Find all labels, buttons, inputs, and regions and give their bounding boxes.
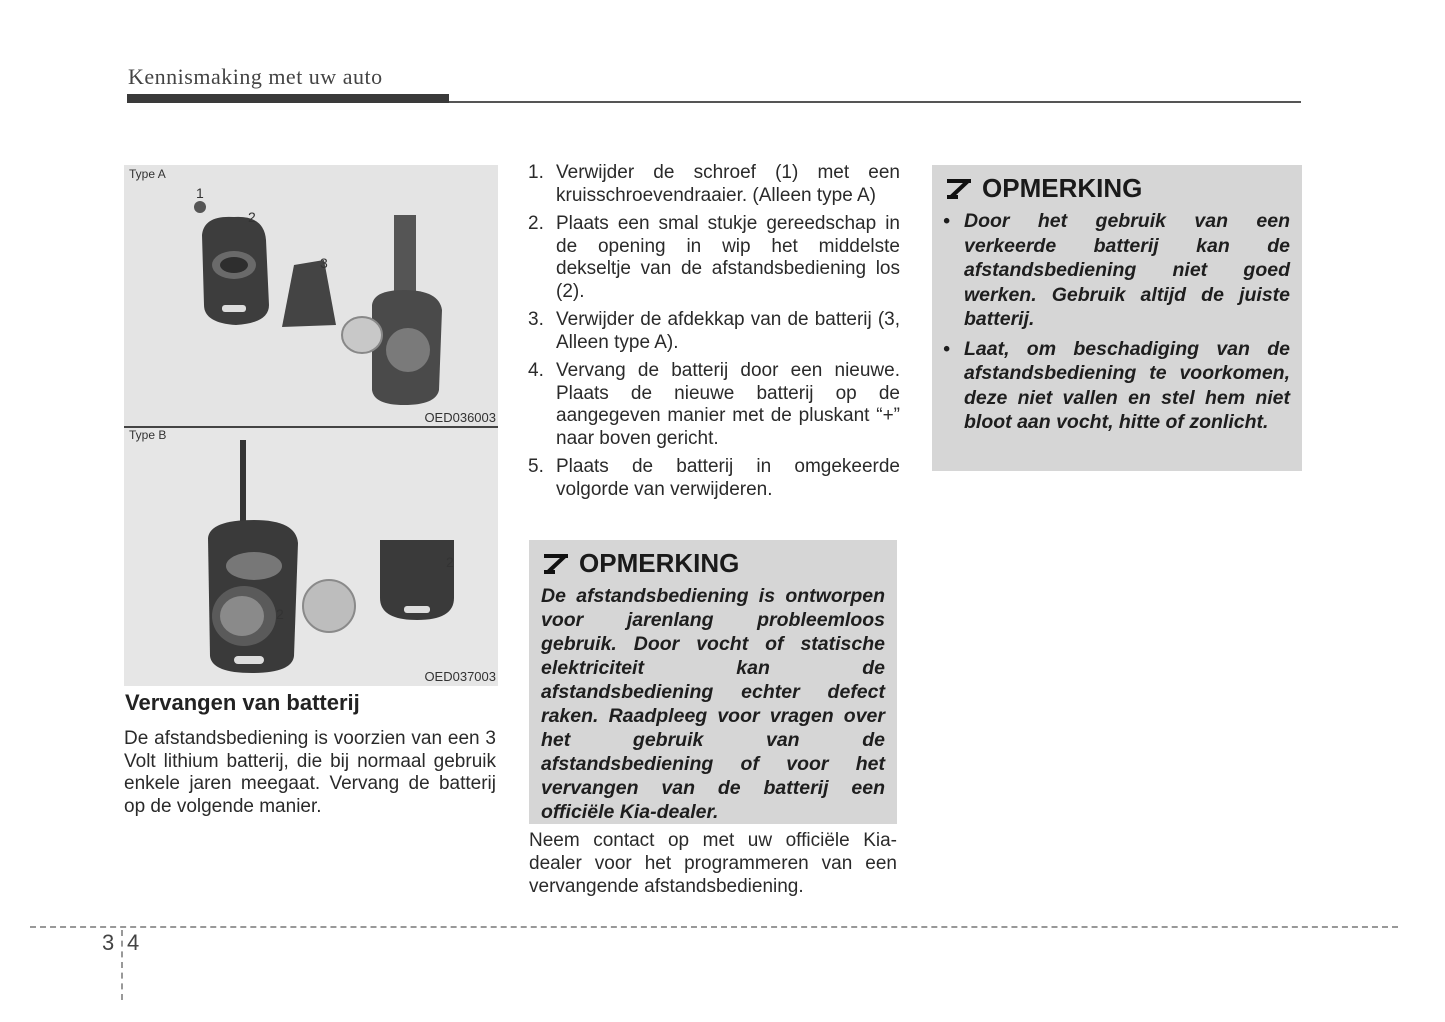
section-paragraph: De afstandsbediening is voorzien van een 3 Volt lithium batterij, die bij normaal gebruik enkele jaren meegaat. Vervang de batterij op de volgende manier. [124, 728, 496, 817]
figure-type-a [124, 165, 498, 427]
header-bar [127, 94, 449, 103]
note-box-middle [529, 540, 897, 824]
note-title: OPMERKING [982, 173, 1143, 203]
figure-type-b [124, 428, 498, 686]
key-type-a-illustration [124, 165, 498, 427]
figure-label-type-a: Type A [129, 167, 166, 181]
callout-2-cover: 2 [446, 554, 454, 570]
dealer-programming-text: Neem contact op met uw officiële Kia-dealer voor het programmeren van een vervangende afstandsbediening. [529, 830, 897, 897]
chapter-number: 3 [102, 930, 115, 955]
note-box-right [932, 165, 1302, 471]
footer-divider [121, 930, 123, 1000]
step-item: 2. Plaats een smal stukje gereedschap in de opening in wip het middelste dekseltje van de afstandsbediening los (2). [528, 213, 900, 302]
note-title: OPMERKING [579, 548, 740, 578]
note-bullet: • Door het gebruik van een verkeerde batterij kan de afstandsbediening niet goed werken. Gebruik altijd de juiste batterij. [934, 209, 1290, 332]
callout-2-battery: 2 [276, 606, 284, 622]
figure-label-type-b: Type B [129, 428, 167, 442]
callout-2: 2 [248, 209, 256, 225]
step-item: 4. Vervang de batterij door een nieuwe. Plaats de nieuwe batterij op de aangegeven manier met de pluskant “+” naar boven gericht. [528, 360, 900, 449]
figure-code-a: OED036003 [424, 410, 496, 425]
note-pencil-icon [944, 177, 974, 201]
step-item: 5. Plaats de batterij in omgekeerde volgorde van verwijderen. [528, 456, 900, 500]
step-item: 3. Verwijder de afdekkap van de batterij (3, Alleen type A). [528, 309, 900, 353]
callout-3: 3 [320, 255, 328, 271]
step-list [528, 162, 900, 507]
figure-code-b: OED037003 [424, 669, 496, 684]
note-bullet-list [934, 209, 1290, 440]
note-pencil-icon [541, 552, 571, 576]
footer-rule [30, 926, 1398, 928]
step-item: 1. Verwijder de schroef (1) met een kruisschroevendraaier. (Alleen type A) [528, 162, 900, 206]
chapter-title: Kennismaking met uw auto [128, 64, 383, 89]
page-number: 4 [127, 930, 140, 955]
header-rule [449, 101, 1301, 103]
key-type-b-illustration [124, 428, 498, 686]
note-bullet: • Laat, om beschadiging van de afstandsbediening te voorkomen, deze niet vallen en stel hem niet bloot aan vocht, hitte of zonlicht. [934, 337, 1290, 435]
callout-1: 1 [196, 185, 204, 201]
section-heading: Vervangen van batterij [125, 690, 360, 715]
note-text: De afstandsbediening is ontworpen voor jarenlang probleemloos gebruik. Door vocht of statische elektriciteit kan de afstandsbediening echter defect raken. Raadpleeg voor vragen over het gebruik van de afstandsbediening of voor het vervangen van de batterij een officiële Kia-dealer. [541, 585, 885, 823]
